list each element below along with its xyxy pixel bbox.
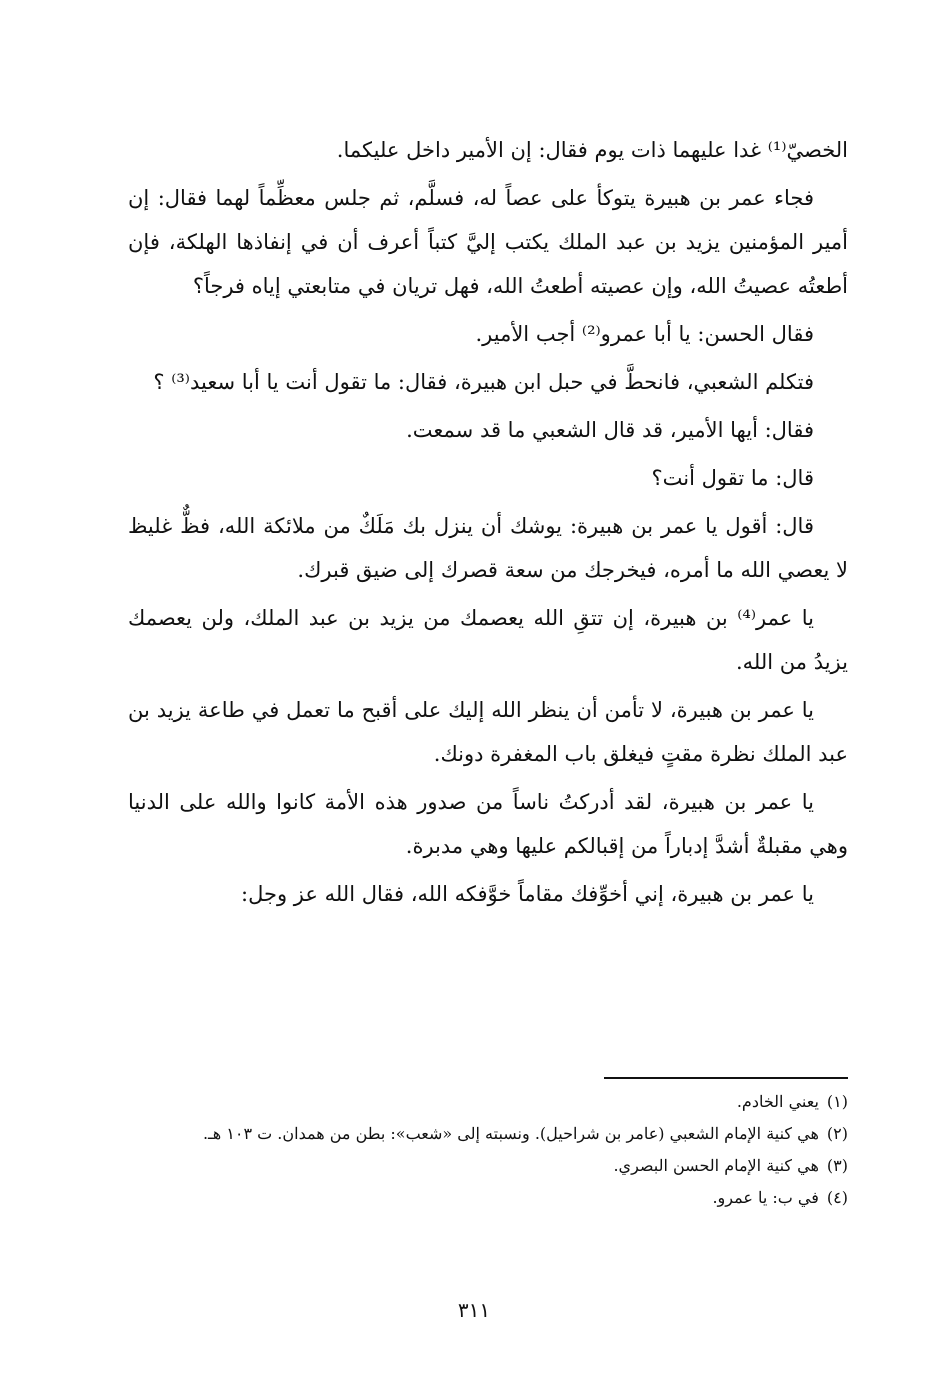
paragraph: فقال الحسن: يا أبا عمرو⁽²⁾ أجب الأمير.	[475, 322, 814, 346]
paragraph: الخصيّ⁽¹⁾ غدا عليهما ذات يوم فقال: إن الأمير داخل عليكما.	[336, 138, 848, 162]
paragraph: فتكلم الشعبي، فانحطَّ في حبل ابن هبيرة، فقال: ما تقول أنت يا أبا سعيد⁽³⁾ ؟	[153, 370, 814, 394]
footnote-number: (٣)	[826, 1156, 848, 1175]
paragraph: يا عمر بن هبيرة، لقد أدركتُ ناساً من صدور هذه الأمة كانوا والله على الدنيا وهي مقبلةٌ أشدَّ إدباراً من إقبالكم عليها وهي مدبرة.	[128, 790, 848, 858]
paragraph: فجاء عمر بن هبيرة يتوكأ على عصاً له، فسلَّم، ثم جلس معظِّماً لهما فقال: إن أمير المؤمنين يزيد بن عبد الملك يكتب إليَّ كتباً أعرف أن في إنفاذها الهلكة، فإن أطعتُه عصيتُ الله، وإن عصيته أطعتُ الله، فهل تريان في متابعتي إياه فرجاً؟	[128, 186, 848, 298]
footnote-number: (٢)	[826, 1124, 848, 1143]
paragraph: يا عمر⁽⁴⁾ بن هبيرة، إن تتقِ الله يعصمك من يزيد بن عبد الملك، ولن يعصمك يزيدُ من الله.	[128, 606, 848, 674]
footnote-text: في ب: يا عمرو.	[712, 1188, 819, 1207]
footnote-item	[128, 1150, 848, 1182]
paragraph: قال: أقول يا عمر بن هبيرة: يوشك أن ينزل بك مَلَكٌ من ملائكة الله، فظٌّ غليظ لا يعصي الله ما أمره، فيخرجك من سعة قصرك إلى ضيق قبرك.	[128, 514, 848, 582]
footnote-text: هي كنية الإمام الحسن البصري.	[613, 1156, 819, 1175]
footnote-text: هي كنية الإمام الشعبي (عامر بن شراحيل). ونسبته إلى «شعب»: بطن من همدان. ت ١٠٣ هـ.	[202, 1124, 819, 1143]
footnotes	[128, 1086, 848, 1214]
paragraph: يا عمر بن هبيرة، إني أخوِّفك مقاماً خوَّفكه الله، فقال الله عز وجل:	[241, 882, 814, 906]
paragraph: يا عمر بن هبيرة، لا تأمن أن ينظر الله إليك على أقبح ما تعمل في طاعة يزيد بن عبد الملك نظرة مقتٍ فيغلق باب المغفرة دونك.	[128, 698, 848, 766]
footnote-number: (٤)	[826, 1188, 848, 1207]
main-text	[128, 128, 848, 920]
footnote-item	[128, 1182, 848, 1214]
paragraph: قال: ما تقول أنت؟	[651, 466, 814, 490]
footnote-item	[128, 1118, 848, 1150]
page-number: ٣١١	[457, 1298, 491, 1322]
footnote-text: يعني الخادم.	[736, 1092, 819, 1111]
footnote-item	[128, 1086, 848, 1118]
footnote-separator	[604, 1077, 848, 1079]
paragraph: فقال: أيها الأمير، قد قال الشعبي ما قد سمعت.	[406, 418, 814, 442]
footnote-number: (١)	[826, 1092, 848, 1111]
